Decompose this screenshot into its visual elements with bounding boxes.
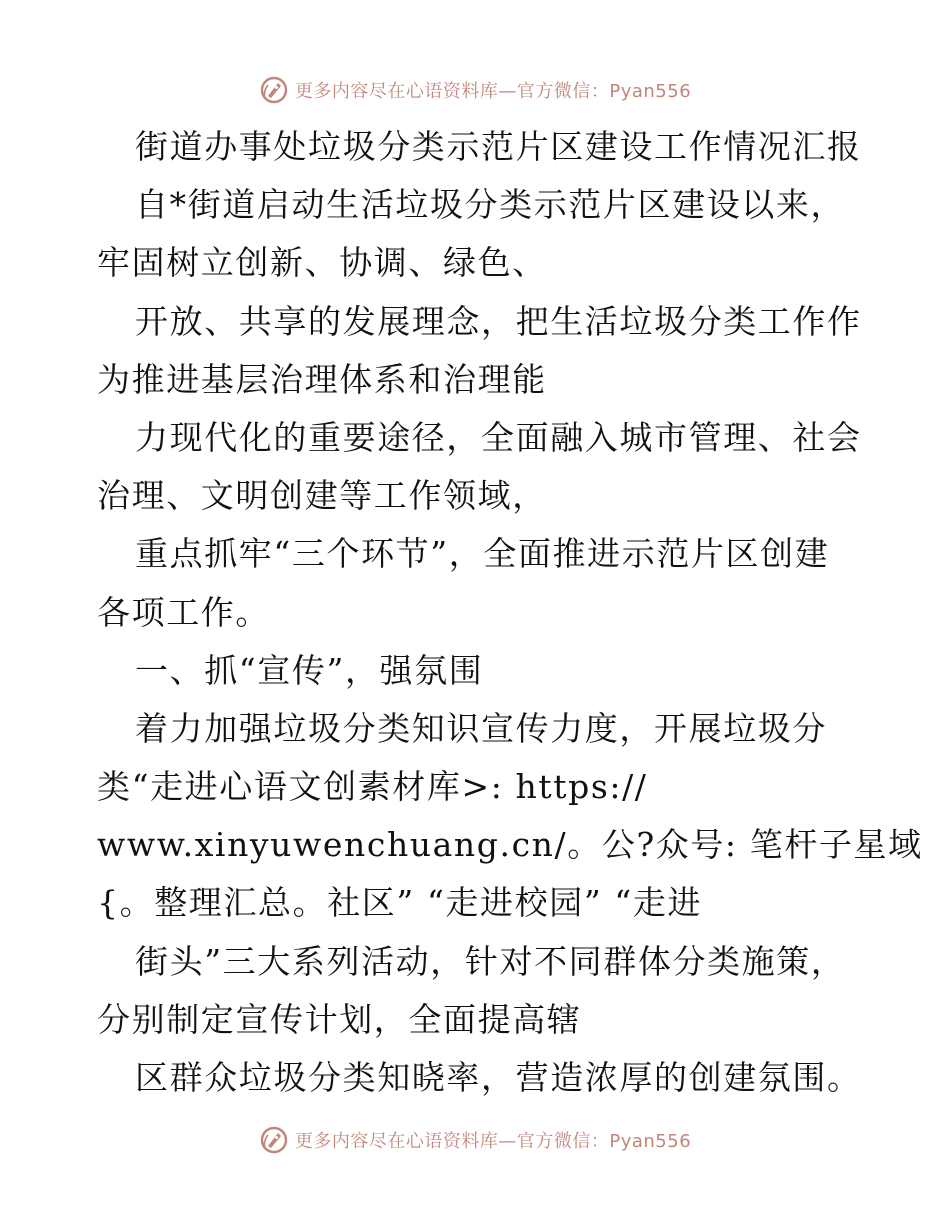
text-line: 牢固树立创新、协调、绿色、 — [97, 243, 547, 283]
header-watermark — [0, 70, 950, 110]
watermark-separator: — — [498, 81, 517, 102]
text-line: 区群众垃圾分类知晓率，营造浓厚的创建氛围。 — [135, 1058, 862, 1097]
text-line: 一、抓“宣传”，强氛围 — [135, 650, 484, 690]
text-line: 类“走进心语文创素材库>: https:// — [97, 767, 648, 807]
text-line: 重点抓牢“三个环节”，全面推进示范片区创建 — [135, 534, 830, 574]
text-line: 各项工作。 — [97, 592, 270, 632]
pen-nib-logo-icon — [259, 75, 289, 105]
text-line: 为推进基层治理体系和治理能 — [97, 359, 547, 399]
text-line: 分别制定宣传计划，全面提高辖 — [97, 999, 582, 1039]
watermark-text — [295, 1127, 691, 1153]
text-line: 开放、共享的发展理念，把生活垃圾分类工作作 — [135, 301, 862, 341]
document-title: 街道办事处垃圾分类示范片区建设工作情况汇报 — [135, 127, 862, 166]
watermark-site-text: 更多内容尽在心语资料库 — [294, 1131, 499, 1152]
text-line: www.xinyuwenchuang.cn/。公?众号: 笔杆子星域 — [97, 825, 923, 865]
text-line: 着力加强垃圾分类知识宣传力度，开展垃圾分 — [135, 708, 827, 748]
watermark-wechat-text: 官方微信：Pyan556 — [516, 81, 692, 102]
text-line: 治理、文明创建等工作领域， — [97, 476, 547, 516]
document-body — [97, 118, 923, 1107]
text-line: 街头”三大系列活动，针对不同群体分类施策， — [135, 941, 846, 981]
text-line: {。整理汇总。社区” “走进校园” “走进 — [97, 883, 703, 923]
pen-nib-logo-icon — [259, 1125, 289, 1155]
watermark-site-text: 更多内容尽在心语资料库 — [294, 81, 499, 102]
watermark-separator: — — [498, 1131, 517, 1152]
text-line: 力现代化的重要途径，全面融入城市管理、社会 — [135, 417, 862, 457]
watermark-text — [295, 77, 691, 103]
watermark-wechat-text: 官方微信：Pyan556 — [516, 1131, 692, 1152]
text-line: 自*街道启动生活垃圾分类示范片区建设以来， — [135, 185, 846, 225]
footer-watermark — [0, 1120, 950, 1160]
